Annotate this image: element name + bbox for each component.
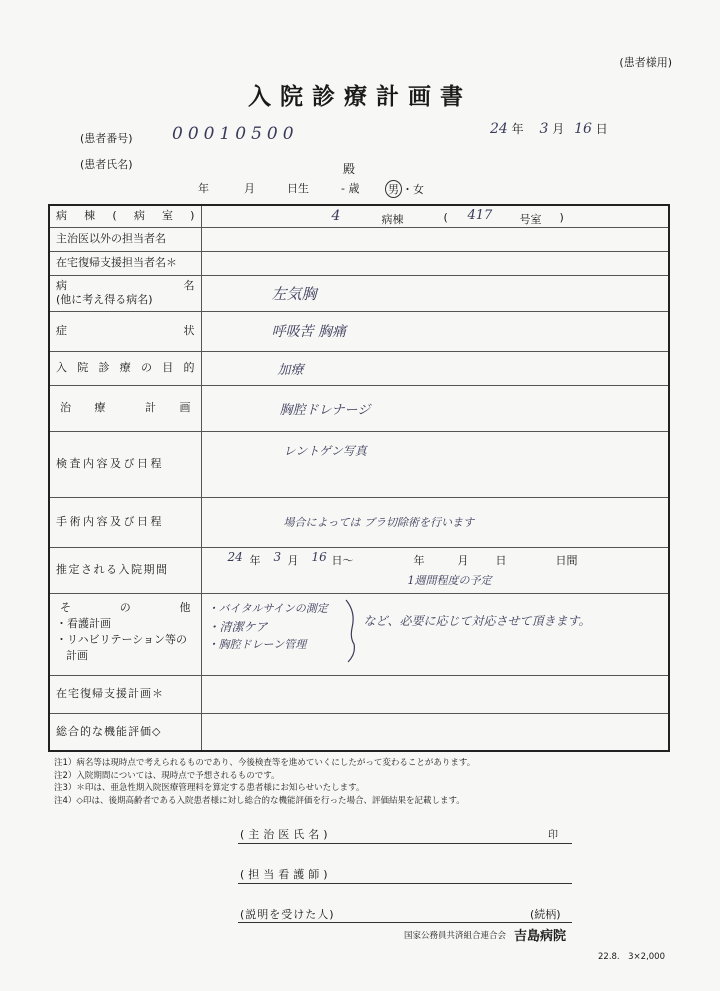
room-number: 417 <box>467 208 493 223</box>
relation-label: (続柄) <box>530 908 561 921</box>
exam-value: レントゲン写真 <box>201 431 669 497</box>
birth-year-unit: 年 <box>198 182 209 195</box>
plan-vitals: ・バイタルサインの測定 <box>207 601 328 615</box>
row-treatment <box>49 385 669 431</box>
page-title: 入院診療計画書 <box>248 83 472 110</box>
row-function-eval <box>49 713 669 751</box>
row-home-support <box>49 251 669 275</box>
hospital-association: 国家公務員共済組合連合会 <box>404 931 507 941</box>
date-month-unit: 月 <box>552 122 565 136</box>
age-field <box>341 180 359 196</box>
symptom-value: 呼吸苦 胸痛 <box>201 311 669 351</box>
room-open-paren: ( <box>443 211 448 224</box>
row-home-plan <box>49 675 669 713</box>
room-close-paren: ) <box>559 211 564 224</box>
other-label: そ の 他 ・看護計画 ・リハビリテーション等の 計画 <box>49 593 201 675</box>
birth-month-unit: 月 <box>244 182 255 195</box>
plan-drain: ・胸腔ドレーン管理 <box>207 637 307 651</box>
sex-male-circled: 男 <box>385 180 402 198</box>
date-day-unit: 日 <box>595 122 608 136</box>
footnote-1: 注1）病名等は現時点で考えられるものであり、今後検査等を進めていくにしたがって変わることがあります。 <box>54 758 476 768</box>
row-other <box>49 593 669 675</box>
ward-unit: 病棟 <box>381 213 404 226</box>
footnote-2: 注2）入院期間については、現時点で予想されるものです。 <box>54 770 280 781</box>
row-symptom <box>49 311 669 351</box>
home-plan-label: 在宅復帰支援計画＊ <box>49 675 201 713</box>
period-value: 24 年 3 月 16 日～ 年 月 日 日間 1週間程度の予定 <box>201 547 669 593</box>
surgery-label: 手術内容及び日程 <box>49 497 201 547</box>
patient-number-label: (患者番号) <box>80 132 133 145</box>
home-plan-value <box>201 675 669 713</box>
document-date <box>490 120 608 137</box>
row-period <box>49 547 669 593</box>
sex-separator: ・ <box>402 183 413 196</box>
doctor-signature-line <box>238 843 572 844</box>
treatment-value: 胸腔ドレナージ <box>201 385 669 431</box>
nurse-signature-line <box>238 883 572 884</box>
date-day: 16 <box>574 121 592 137</box>
form-code: 22.8. 3×2,000 <box>598 952 665 962</box>
function-eval-label: 総合的な機能評価◇ <box>49 713 201 751</box>
date-year: 24 <box>490 121 508 137</box>
footnotes <box>54 757 475 807</box>
honorific: 殿 <box>343 162 356 176</box>
seal-mark: 印 <box>548 830 558 841</box>
surgery-value: 場合によっては ブラ切除術を行います <box>201 497 669 547</box>
row-disease <box>49 275 669 311</box>
exam-label: 検査内容及び日程 <box>49 431 201 497</box>
other-value <box>201 593 669 675</box>
hospital-name: 吉島病院 <box>514 929 567 944</box>
ward-value <box>201 205 669 227</box>
other-doctor-label: 主治医以外の担当者名 <box>49 227 201 251</box>
row-exam <box>49 431 669 497</box>
home-support-value <box>201 251 669 275</box>
age-dash: - <box>341 182 345 195</box>
room-unit: 号室 <box>519 213 542 226</box>
plan-hygiene: ・清潔ケア <box>207 619 268 634</box>
home-support-label: 在宅復帰支援担当者名＊ <box>49 251 201 275</box>
brace-icon <box>342 598 362 664</box>
date-year-unit: 年 <box>511 122 524 136</box>
period-label: 推定される入院期間 <box>49 547 201 593</box>
footnote-3: 注3）＊印は、亜急性期入院医療管理料を算定する患者様にお知らせいたします。 <box>54 783 365 793</box>
patient-number-value: 00010500 <box>172 124 299 144</box>
age-unit: 歳 <box>348 182 360 195</box>
nurse-label: (担当看護師) <box>240 868 332 881</box>
ward-label: 病 棟 ( 病 室 ) <box>49 205 201 227</box>
date-month: 3 <box>539 121 549 137</box>
receiver-signature-line <box>238 922 572 923</box>
disease-label: 病 名 (他に考え得る病名) <box>49 275 201 311</box>
copy-label: (患者様用) <box>619 56 672 69</box>
row-surgery <box>49 497 669 547</box>
plan-table <box>48 204 670 752</box>
patient-name-label: (患者氏名) <box>80 158 133 171</box>
footnote-4: 注4）◇印は、後期高齢者である入院患者様に対し総合的な機能評価を行った場合、評価結果を記載します。 <box>54 795 465 806</box>
ward-number: 4 <box>331 208 341 224</box>
row-purpose <box>49 351 669 385</box>
purpose-label: 入 院 診 療 の 目 的 <box>49 351 201 385</box>
other-doctor-value <box>201 227 669 251</box>
row-ward <box>49 205 669 227</box>
birth-day-unit: 日生 <box>287 182 309 195</box>
symptom-label: 症 状 <box>49 311 201 351</box>
treatment-label: 治 療 計 画 <box>49 385 201 431</box>
doctor-name-label: (主治医氏名) <box>240 828 332 841</box>
purpose-value: 加療 <box>201 351 669 385</box>
row-other-doctor <box>49 227 669 251</box>
disease-value: 左気胸 <box>201 275 669 311</box>
period-note: 1週間程度の予定 <box>407 573 492 587</box>
sex-field <box>385 180 424 198</box>
function-eval-value <box>201 713 669 751</box>
receiver-label: (説明を受けた人) <box>240 908 335 921</box>
plan-note: など、必要に応じて対応させて頂きます。 <box>363 613 591 628</box>
sex-female: 女 <box>413 183 424 196</box>
